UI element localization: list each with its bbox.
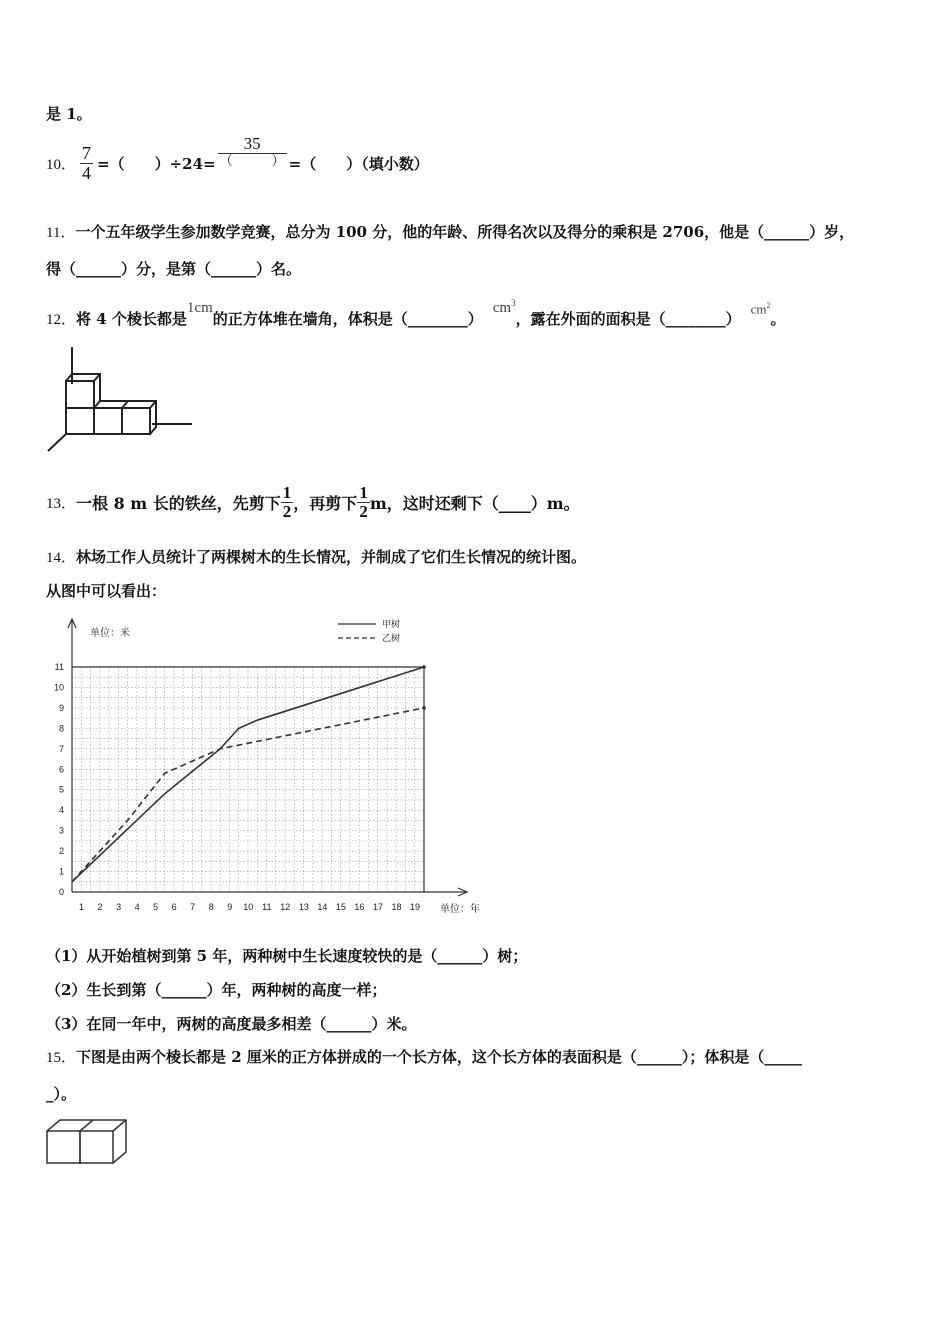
question-text: 一根 8 m 长的铁丝，先剪下 bbox=[76, 493, 281, 513]
unit-cm3: $cm^3$ bbox=[492, 298, 516, 316]
denominator: （ ） bbox=[219, 152, 285, 168]
y-tick-label: 2 bbox=[58, 846, 64, 857]
x-tick-label: 11 bbox=[262, 902, 272, 912]
y-tick-label: 6 bbox=[58, 764, 64, 775]
numerator: 35 bbox=[218, 135, 287, 154]
question-text: ，再剪下 bbox=[293, 493, 358, 513]
x-tick-label: 16 bbox=[354, 902, 365, 912]
question-14-line-1 bbox=[46, 546, 586, 567]
question-number: 10． bbox=[46, 156, 77, 173]
question-12 bbox=[46, 293, 786, 329]
legend-label: 甲树 bbox=[382, 619, 401, 629]
question-14-sub-2: （2）生长到第（______）年，两种树的高度一样； bbox=[46, 981, 387, 999]
legend-label: 乙树 bbox=[382, 633, 401, 643]
y-axis-unit-label: 单位：米 bbox=[90, 628, 130, 639]
y-tick-label: 3 bbox=[58, 825, 64, 836]
question-text: 林场工作人员统计了两棵树木的生长情况，并制成了它们生长情况的统计图。 bbox=[76, 548, 587, 566]
x-tick-label: 4 bbox=[134, 902, 140, 912]
x-tick-label: 15 bbox=[335, 902, 346, 912]
y-tick-label: 11 bbox=[54, 662, 64, 672]
question-number: 13． bbox=[46, 495, 77, 512]
x-tick-label: 13 bbox=[298, 902, 309, 912]
series-end-point bbox=[422, 665, 426, 669]
x-tick-label: 10 bbox=[243, 902, 254, 912]
question-13 bbox=[46, 478, 580, 526]
question-text: 将 4 个棱长都是 bbox=[76, 310, 187, 328]
question-number: 12． bbox=[46, 312, 77, 328]
series-end-point bbox=[422, 706, 426, 710]
x-tick-label: 1 bbox=[79, 902, 85, 912]
question-10 bbox=[46, 133, 429, 193]
fraction-1-2: $\frac{1}{2}$ bbox=[282, 482, 292, 521]
question-14-sub-1: （1）从开始植树到第 5 年，两种树中生长速度较快的是（______）树； bbox=[46, 947, 528, 965]
question-11-line-2: 得（______）分，是第（______）名。 bbox=[46, 260, 302, 278]
x-tick-label: 14 bbox=[317, 902, 328, 912]
question-15-line-2: _）。 bbox=[46, 1085, 77, 1103]
previous-question-tail: 是 1。 bbox=[46, 105, 92, 123]
y-tick-label: 1 bbox=[58, 866, 64, 877]
question-text: ，露在外面的面积是（________） bbox=[515, 310, 741, 328]
x-tick-label: 19 bbox=[409, 902, 421, 912]
x-tick-label: 5 bbox=[153, 902, 159, 912]
x-tick-label: 3 bbox=[116, 902, 122, 912]
unit-cm2: $cm^2$ bbox=[750, 300, 771, 316]
y-tick-label: 9 bbox=[58, 702, 64, 713]
x-tick-label: 9 bbox=[227, 902, 233, 912]
fraction-35 bbox=[218, 135, 287, 167]
y-tick-label: 10 bbox=[53, 682, 64, 693]
question-text: 一个五年级学生参加数学竞赛，总分为 100 分，他的年龄、所得名次以及得分的乘积是 2706，他是（______）岁， bbox=[75, 223, 855, 241]
fraction-7-4 bbox=[80, 144, 93, 183]
y-tick-label: 4 bbox=[58, 805, 64, 816]
fraction-1-2: $\frac{1}{2}$ bbox=[359, 482, 368, 521]
question-text: 的正方体堆在墙角，体积是（________） bbox=[212, 310, 483, 328]
y-tick-label: 0 bbox=[58, 887, 64, 897]
x-tick-label: 8 bbox=[208, 902, 214, 912]
x-tick-label: 17 bbox=[372, 902, 383, 912]
y-tick-label: 7 bbox=[58, 743, 64, 754]
question-text: 。 bbox=[770, 310, 786, 328]
unit-label: 1cm bbox=[186, 300, 213, 316]
x-tick-label: 6 bbox=[171, 902, 177, 912]
denominator: 4 bbox=[82, 162, 92, 183]
question-14-line-2: 从图中可以看出： bbox=[46, 582, 167, 600]
question-number: 14． bbox=[46, 550, 77, 566]
two-cubes-cuboid-figure bbox=[44, 1117, 130, 1167]
tree-growth-line-chart bbox=[46, 612, 496, 922]
question-text: m，这时还剩下（____）m。 bbox=[369, 493, 580, 513]
blank-text: =（ ）÷24= bbox=[97, 154, 216, 173]
question-number: 11． bbox=[46, 225, 76, 241]
cubes-corner-figure bbox=[44, 344, 199, 456]
question-14-sub-3: （3）在同一年中，两树的高度最多相差（______）米。 bbox=[46, 1015, 417, 1033]
x-tick-label: 2 bbox=[97, 902, 103, 912]
y-tick-label: 8 bbox=[58, 723, 64, 734]
question-11-line-1 bbox=[46, 221, 854, 242]
x-tick-label: 7 bbox=[190, 902, 196, 912]
y-tick-label: 5 bbox=[58, 784, 64, 795]
question-text: 下图是由两个棱长都是 2 厘米的正方体拼成的一个长方体，这个长方体的表面积是（______）；体积是（_____ bbox=[76, 1048, 802, 1066]
x-tick-label: 12 bbox=[280, 902, 291, 912]
question-number: 15． bbox=[46, 1050, 77, 1066]
x-tick-label: 18 bbox=[391, 902, 402, 912]
blank-text: =（ ）（填小数） bbox=[288, 154, 429, 173]
question-15-line-1 bbox=[46, 1046, 802, 1067]
numerator: 7 bbox=[82, 142, 92, 163]
x-axis-unit-label: 单位：年 bbox=[440, 904, 480, 915]
